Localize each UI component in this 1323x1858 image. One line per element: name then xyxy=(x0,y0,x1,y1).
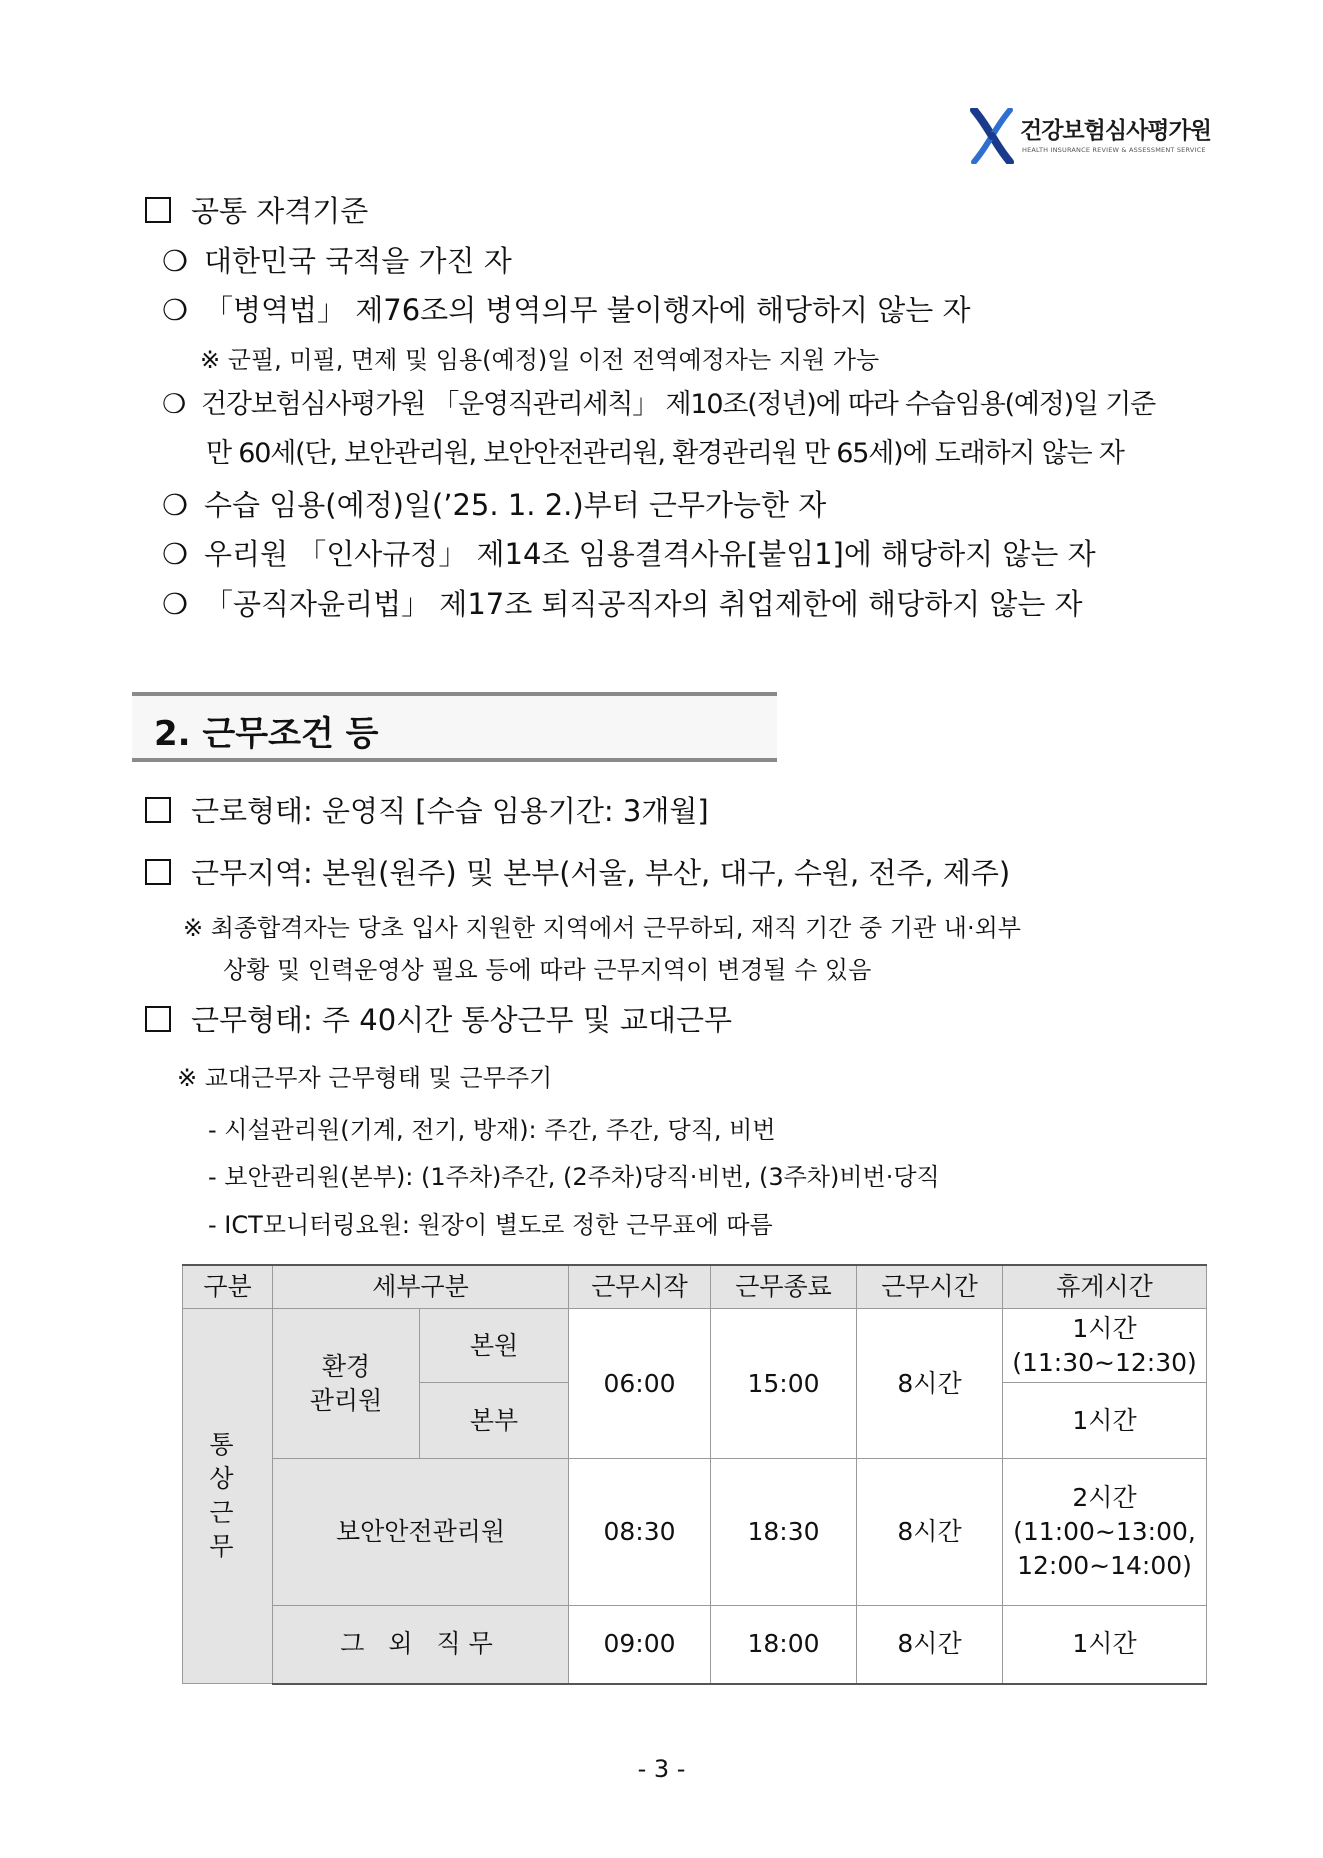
location-note-line-2: 상황 및 인력운영상 필요 등에 따라 근무지역이 변경될 수 있음 xyxy=(223,956,872,984)
employment-type: 근로형태: 운영직 [수습 임용기간: 3개월] xyxy=(145,793,709,829)
criteria-item: ❍ 「병역법」 제76조의 병역의무 불이행자에 해당하지 않는 자 xyxy=(162,293,971,327)
env-work-hours: 8시간 xyxy=(857,1309,1003,1459)
common-criteria-heading: 공통 자격기준 xyxy=(145,193,368,229)
circle-bullet-icon: ❍ xyxy=(162,293,188,327)
other-start-time: 09:00 xyxy=(569,1606,711,1684)
table-header: 근무종료 xyxy=(711,1265,857,1309)
circle-bullet-icon: ❍ xyxy=(162,488,188,522)
logo-name-korean: 건강보험심사평가원 xyxy=(1020,118,1211,144)
page-number: - 3 - xyxy=(637,1755,686,1783)
group-label-regular-work: 통 상 근 무 xyxy=(183,1309,273,1684)
circle-bullet-icon: ❍ xyxy=(162,537,188,571)
criteria-item: ❍ 수습 임용(예정)일(’25. 1. 2.)부터 근무가능한 자 xyxy=(162,488,827,522)
shift-item: - ICT모니터링요원: 원장이 별도로 정한 근무표에 따름 xyxy=(208,1211,773,1239)
circle-bullet-icon: ❍ xyxy=(162,587,188,621)
checkbox-square-icon xyxy=(145,197,171,223)
hira-logo-icon xyxy=(970,108,1014,164)
other-work-hours: 8시간 xyxy=(857,1606,1003,1684)
table-header-row xyxy=(183,1265,1207,1309)
table-row xyxy=(183,1606,1207,1684)
env-end-time: 15:00 xyxy=(711,1309,857,1459)
other-end-time: 18:00 xyxy=(711,1606,857,1684)
work-location: 근무지역: 본원(원주) 및 본부(서울, 부산, 대구, 수원, 전주, 제주) xyxy=(145,855,1010,891)
checkbox-square-icon xyxy=(145,859,171,885)
table-header: 근무시작 xyxy=(569,1265,711,1309)
other-duties-label: 그 외 직무 xyxy=(273,1606,569,1684)
location-note-line-1: ※ 최종합격자는 당초 입사 지원한 지역에서 근무하되, 재직 기간 중 기관 내·외부 xyxy=(183,914,1021,942)
shift-note: ※ 교대근무자 근무형태 및 근무주기 xyxy=(177,1064,553,1092)
table-row xyxy=(183,1309,1207,1383)
env-break-branch: 1시간 xyxy=(1003,1383,1207,1459)
security-start-time: 08:30 xyxy=(569,1459,711,1606)
env-sub-branch: 본부 xyxy=(420,1383,569,1459)
env-manager-label: 환경 관리원 xyxy=(273,1309,420,1459)
checkbox-square-icon xyxy=(145,797,171,823)
security-work-hours: 8시간 xyxy=(857,1459,1003,1606)
env-start-time: 06:00 xyxy=(569,1309,711,1459)
circle-bullet-icon: ❍ xyxy=(162,389,186,420)
header-rule-top xyxy=(132,692,777,696)
work-form: 근무형태: 주 40시간 통상근무 및 교대근무 xyxy=(145,1002,732,1038)
table-header: 구분 xyxy=(183,1265,273,1309)
circle-bullet-icon: ❍ xyxy=(162,244,188,278)
shift-item: - 보안관리원(본부): (1주차)주간, (2주차)당직·비번, (3주차)비번·당직 xyxy=(208,1163,940,1191)
section-2-title: 2. 근무조건 등 xyxy=(154,714,379,754)
criteria-item: ❍ 「공직자윤리법」 제17조 퇴직공직자의 취업제한에 해당하지 않는 자 xyxy=(162,587,1083,621)
shift-item: - 시설관리원(기계, 전기, 방재): 주간, 주간, 당직, 비번 xyxy=(208,1116,776,1144)
criteria-item: ❍ 우리원 「인사규정」 제14조 임용결격사유[붙임1]에 해당하지 않는 자 xyxy=(162,537,1096,571)
criteria-item: ❍ 대한민국 국적을 가진 자 xyxy=(162,244,512,278)
security-manager-label: 보안안전관리원 xyxy=(273,1459,569,1606)
table-header: 근무시간 xyxy=(857,1265,1003,1309)
work-hours-table xyxy=(182,1264,1207,1685)
table-row xyxy=(183,1459,1207,1606)
security-end-time: 18:30 xyxy=(711,1459,857,1606)
env-sub-main: 본원 xyxy=(420,1309,569,1383)
table-header: 세부구분 xyxy=(273,1265,569,1309)
security-break: 2시간 (11:00~13:00, 12:00~14:00) xyxy=(1003,1459,1207,1606)
section-2-header xyxy=(132,692,777,762)
header-rule-bottom xyxy=(132,758,777,762)
criteria-age-continuation: 만 60세(단, 보안관리원, 보안안전관리원, 환경관리원 만 65세)에 도래하지 않는 자 xyxy=(206,438,1124,469)
checkbox-square-icon xyxy=(145,1006,171,1032)
organization-logo xyxy=(970,108,1210,164)
other-break: 1시간 xyxy=(1003,1606,1207,1684)
military-note: ※ 군필, 미필, 면제 및 임용(예정)일 이전 전역예정자는 지원 가능 xyxy=(200,346,880,374)
env-break-main: 1시간 (11:30~12:30) xyxy=(1003,1309,1207,1383)
criteria-item: ❍ 건강보험심사평가원 「운영직관리세칙」 제10조(정년)에 따라 수습임용(예정)일 기준 xyxy=(162,387,1155,423)
logo-name-english: HEALTH INSURANCE REVIEW & ASSESSMENT SERVICE xyxy=(1022,146,1206,154)
table-header: 휴게시간 xyxy=(1003,1265,1207,1309)
